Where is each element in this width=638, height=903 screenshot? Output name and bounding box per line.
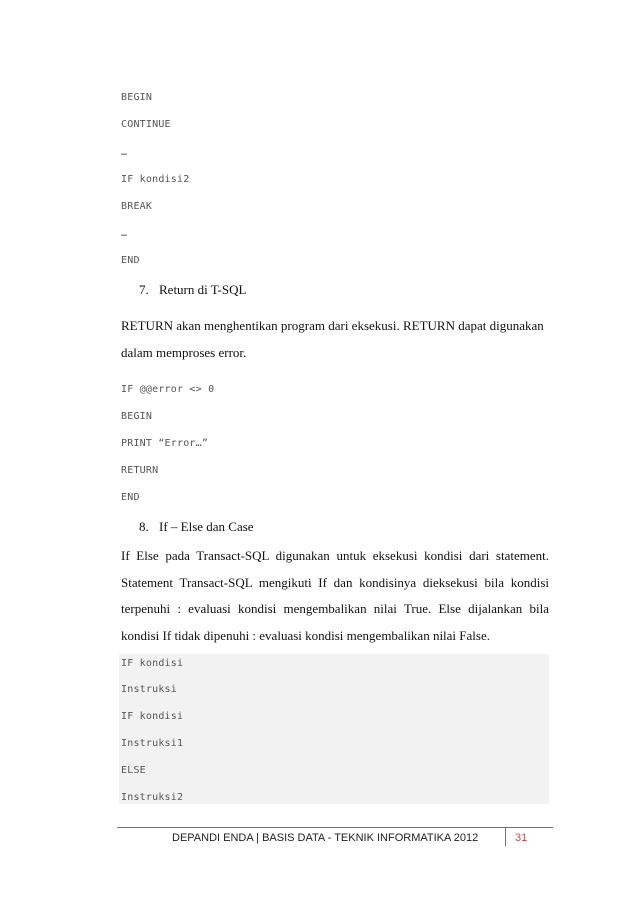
section-number: 7. xyxy=(139,282,149,297)
paragraph-line: If Else pada Transact-SQL digunakan untuk eksekusi kondisi dari statement. xyxy=(121,548,549,563)
code-line: END xyxy=(121,255,140,266)
code-block-background xyxy=(119,654,549,804)
section-heading xyxy=(139,282,246,298)
code-line: Instruksi2 xyxy=(121,792,184,803)
paragraph-line: Statement Transact-SQL mengikuti If dan kondisinya dieksekusi bila kondisi xyxy=(121,574,549,590)
code-line: IF kondisi xyxy=(121,711,184,722)
paragraph-line: kondisi If tidak dipenuhi : evaluasi kondisi mengembalikan nilai False. xyxy=(121,628,490,644)
code-line: IF kondisi2 xyxy=(121,174,190,185)
code-line: PRINT “Error…” xyxy=(121,438,209,449)
footer-separator xyxy=(505,827,506,846)
code-line: CONTINUE xyxy=(121,119,171,130)
code-line: IF kondisi xyxy=(121,658,184,669)
code-line: BREAK xyxy=(121,201,153,212)
section-title: If – Else dan Case xyxy=(159,519,254,534)
code-line: … xyxy=(121,228,128,239)
section-title: Return di T-SQL xyxy=(159,282,247,297)
section-heading xyxy=(139,519,254,535)
paragraph xyxy=(121,313,549,366)
paragraph-line: RETURN akan menghentikan program dari eksekusi. RETURN dapat digunakan xyxy=(121,318,544,333)
section-number: 8. xyxy=(139,519,149,534)
code-line: RETURN xyxy=(121,465,159,476)
page-number: 31 xyxy=(515,832,528,844)
paragraph-line: dalam memproses error. xyxy=(121,344,247,360)
paragraph xyxy=(121,543,549,650)
code-line: ELSE xyxy=(121,765,146,776)
footer-divider xyxy=(117,827,553,828)
code-line: BEGIN xyxy=(121,92,153,103)
code-line: BEGIN xyxy=(121,411,153,422)
footer-text: DEPANDI ENDA | BASIS DATA - TEKNIK INFORMATIKA 2012 xyxy=(172,832,479,844)
paragraph-line: terpenuhi : evaluasi kondisi mengembalikan nilai True. Else dijalankan bila xyxy=(121,601,549,617)
code-line: Instruksi1 xyxy=(121,738,184,749)
code-line: IF @@error <> 0 xyxy=(121,384,215,395)
code-line: … xyxy=(121,147,128,158)
code-line: Instruksi xyxy=(121,684,177,695)
code-line: END xyxy=(121,492,140,503)
